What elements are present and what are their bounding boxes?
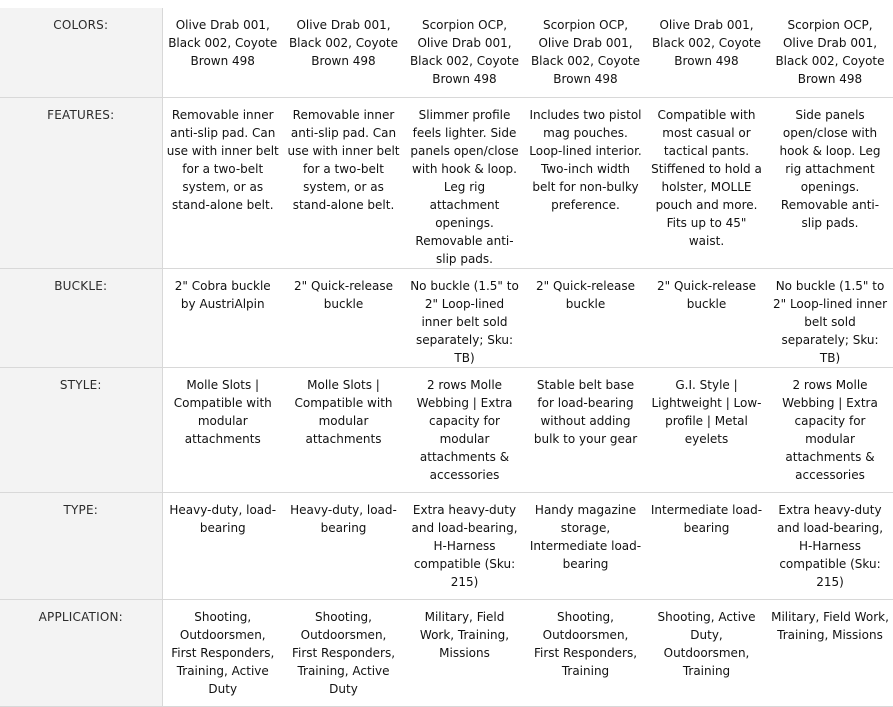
cell-buckle-2: 2" Quick-release buckle	[283, 268, 404, 367]
cell-features-1: Removable inner anti-slip pad. Can use with inner belt for a two-belt system, or as stand-alone belt.	[162, 97, 283, 268]
cell-colors-2: Olive Drab 001, Black 002, Coyote Brown 498	[283, 8, 404, 97]
cell-colors-3: Scorpion OCP, Olive Drab 001, Black 002, Coyote Brown 498	[404, 8, 525, 97]
cell-buckle-1: 2" Cobra buckle by AustriAlpin	[162, 268, 283, 367]
cell-application-5: Shooting, Active Duty, Outdoorsmen, Training	[646, 599, 767, 706]
row-features	[0, 97, 893, 268]
cell-type-4: Handy magazine storage, Intermediate load-bearing	[525, 492, 646, 599]
row-type	[0, 492, 893, 599]
cell-colors-1: Olive Drab 001, Black 002, Coyote Brown 498	[162, 8, 283, 97]
row-label-colors: COLORS:	[0, 8, 162, 97]
cell-application-3: Military, Field Work, Training, Missions	[404, 599, 525, 706]
cell-features-3: Slimmer profile feels lighter. Side panels open/close with hook & loop. Leg rig attachment openings. Removable anti-slip pads.	[404, 97, 525, 268]
cell-style-3: 2 rows Molle Webbing | Extra capacity for modular attachments & accessories	[404, 367, 525, 492]
cell-buckle-4: 2" Quick-release buckle	[525, 268, 646, 367]
cell-style-2: Molle Slots | Compatible with modular attachments	[283, 367, 404, 492]
cell-type-5: Intermediate load-bearing	[646, 492, 767, 599]
cell-style-6: 2 rows Molle Webbing | Extra capacity for modular attachments & accessories	[767, 367, 893, 492]
row-label-type: TYPE:	[0, 492, 162, 599]
cell-features-4: Includes two pistol mag pouches. Loop-lined interior. Two-inch width belt for non-bulky preference.	[525, 97, 646, 268]
cell-features-5: Compatible with most casual or tactical pants. Stiffened to hold a holster, MOLLE pouch and more. Fits up to 45" waist.	[646, 97, 767, 268]
cell-features-6: Side panels open/close with hook & loop. Leg rig attachment openings. Removable anti-slip pads.	[767, 97, 893, 268]
cell-application-6: Military, Field Work, Training, Missions	[767, 599, 893, 706]
cell-type-1: Heavy-duty, load-bearing	[162, 492, 283, 599]
cell-style-4: Stable belt base for load-bearing without adding bulk to your gear	[525, 367, 646, 492]
cell-type-3: Extra heavy-duty and load-bearing, H-Harness compatible (Sku: 215)	[404, 492, 525, 599]
row-style	[0, 367, 893, 492]
cell-type-6: Extra heavy-duty and load-bearing, H-Harness compatible (Sku: 215)	[767, 492, 893, 599]
row-label-application: APPLICATION:	[0, 599, 162, 706]
row-colors	[0, 8, 893, 97]
cell-application-4: Shooting, Outdoorsmen, First Responders, Training	[525, 599, 646, 706]
cell-application-1: Shooting, Outdoorsmen, First Responders, Training, Active Duty	[162, 599, 283, 706]
row-label-style: STYLE:	[0, 367, 162, 492]
cell-colors-4: Scorpion OCP, Olive Drab 001, Black 002, Coyote Brown 498	[525, 8, 646, 97]
row-application	[0, 599, 893, 706]
cell-buckle-3: No buckle (1.5" to 2" Loop-lined inner belt sold separately; Sku: TB)	[404, 268, 525, 367]
cell-style-1: Molle Slots | Compatible with modular attachments	[162, 367, 283, 492]
cell-features-2: Removable inner anti-slip pad. Can use with inner belt for a two-belt system, or as stand-alone belt.	[283, 97, 404, 268]
cell-type-2: Heavy-duty, load-bearing	[283, 492, 404, 599]
cell-colors-6: Scorpion OCP, Olive Drab 001, Black 002, Coyote Brown 498	[767, 8, 893, 97]
cell-colors-5: Olive Drab 001, Black 002, Coyote Brown 498	[646, 8, 767, 97]
comparison-table	[0, 8, 893, 707]
cell-buckle-5: 2" Quick-release buckle	[646, 268, 767, 367]
row-label-features: FEATURES:	[0, 97, 162, 268]
cell-application-2: Shooting, Outdoorsmen, First Responders, Training, Active Duty	[283, 599, 404, 706]
row-buckle	[0, 268, 893, 367]
row-label-buckle: BUCKLE:	[0, 268, 162, 367]
cell-buckle-6: No buckle (1.5" to 2" Loop-lined inner belt sold separately; Sku: TB)	[767, 268, 893, 367]
cell-style-5: G.I. Style | Lightweight | Low-profile | Metal eyelets	[646, 367, 767, 492]
